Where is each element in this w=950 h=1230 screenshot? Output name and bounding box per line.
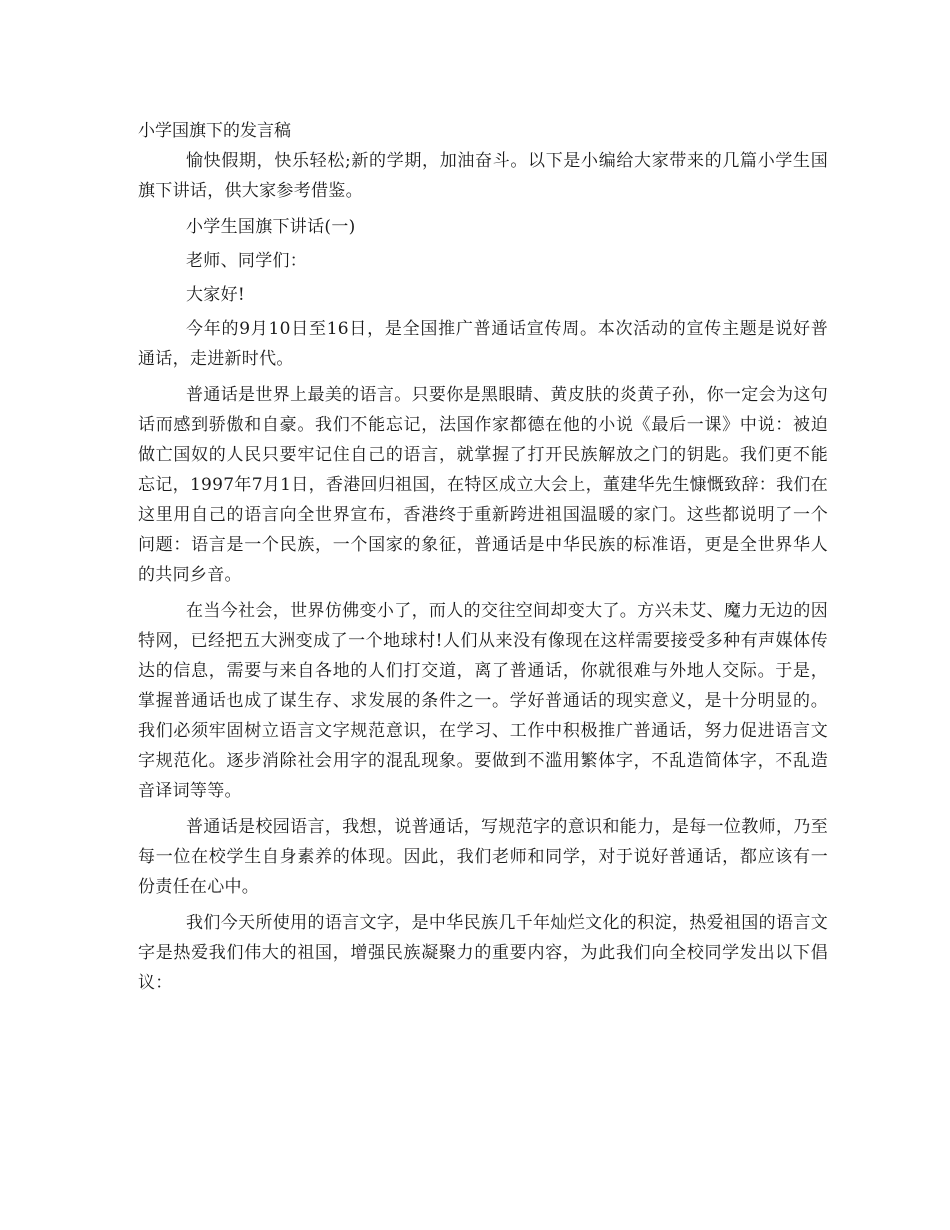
document-title: 小学国旗下的发言稿 — [138, 121, 291, 141]
body-paragraph: 今年的9月10日至16日，是全国推广普通话宣传周。本次活动的宣传主题是说好普通话，走进新时代。 — [138, 319, 828, 369]
salutation: 老师、同学们： — [186, 251, 308, 271]
greeting: 大家好! — [186, 285, 246, 305]
section-heading: 小学生国旗下讲话(一) — [186, 217, 356, 237]
body-paragraph: 普通话是校园语言，我想，说普通话，写规范字的意识和能力，是每一位教师，乃至每一位在校学生自身素养的体现。因此，我们老师和同学，对于说好普通话，都应该有一份责任在心中。 — [138, 817, 828, 897]
body-paragraph: 普通话是世界上最美的语言。只要你是黑眼睛、黄皮肤的炎黄子孙，你一定会为这句话而感到骄傲和自豪。我们不能忘记，法国作家都德在他的小说《最后一课》中说：被迫做亡国奴的人民只要牢记住自己的语言，就掌握了打开民族解放之门的钥匙。我们更不能忘记，1997年7月1日，香港回归祖国，在特区成立大会上，董建华先生慷慨致辞：我们在这里用自己的语言向全世界宣布，香港终于重新跨进祖国温暖的家门。这些都说明了一个问题：语言是一个民族，一个国家的象征，普通话是中华民族的标准语，更是全世界华人的共同乡音。 — [138, 385, 828, 585]
body-paragraph: 在当今社会，世界仿佛变小了，而人的交往空间却变大了。方兴未艾、魔力无边的因特网，已经把五大洲变成了一个地球村!人们从来没有像现在这样需要接受多种有声媒体传达的信息，需要与来自各地的人们打交道，离了普通话，你就很难与外地人交际。于是，掌握普通话也成了谋生存、求发展的条件之一。学好普通话的现实意义，是十分明显的。我们必须牢固树立语言文字规范意识，在学习、工作中积极推广普通话，努力促进语言文字规范化。逐步消除社会用字的混乱现象。要做到不滥用繁体字，不乱造简体字，不乱造音译词等等。 — [138, 601, 828, 801]
intro-paragraph: 愉快假期，快乐轻松;新的学期，加油奋斗。以下是小编给大家带来的几篇小学生国旗下讲话，供大家参考借鉴。 — [138, 151, 828, 201]
document-page — [138, 116, 828, 1004]
body-paragraph: 我们今天所使用的语言文字，是中华民族几千年灿烂文化的积淀，热爱祖国的语言文字是热爱我们伟大的祖国，增强民族凝聚力的重要内容，为此我们向全校同学发出以下倡议： — [138, 913, 828, 993]
